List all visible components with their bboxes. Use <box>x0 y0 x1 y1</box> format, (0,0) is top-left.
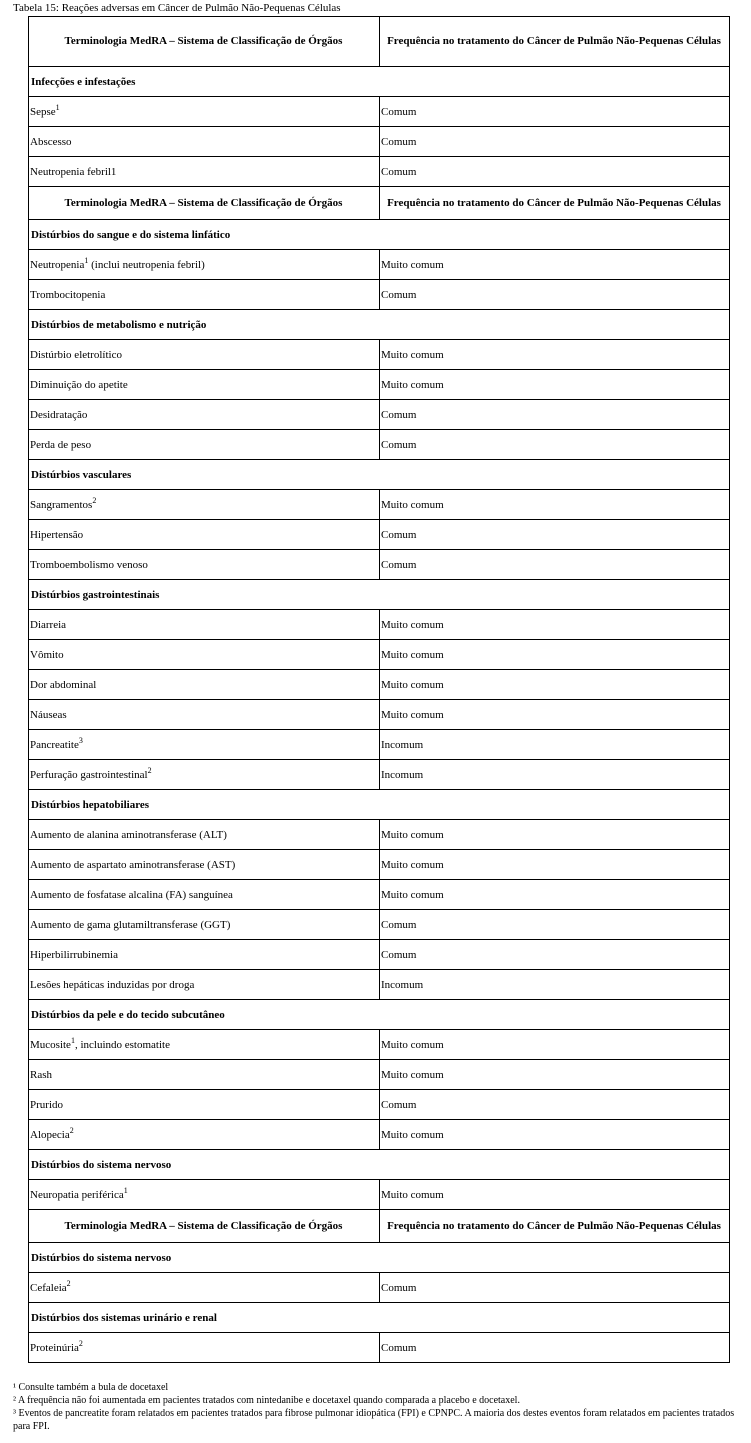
table-row <box>29 280 730 310</box>
frequency-cell: Comum <box>380 1090 730 1120</box>
table-row <box>29 670 730 700</box>
term-text: Cefaleia <box>30 1281 67 1294</box>
section-label: Distúrbios vasculares <box>29 460 730 490</box>
adverse-reactions-table <box>28 16 730 1363</box>
frequency-cell: Muito comum <box>380 1030 730 1060</box>
footnote-ref: 2 <box>147 765 152 775</box>
frequency-cell: Comum <box>380 1333 730 1363</box>
term-text: Distúrbio eletrolítico <box>30 348 122 361</box>
section-label: Distúrbios do sistema nervoso <box>29 1243 730 1273</box>
frequency-cell: Muito comum <box>380 1180 730 1210</box>
table-row <box>29 1333 730 1363</box>
frequency-cell: Comum <box>380 280 730 310</box>
footnote-3: ³ Eventos de pancreatite foram relatados em pacientes tratados para fibrose pulmonar idiopática (FPI) e CPNPC. A maioria dos destes eventos foram relatados em pacientes tratados para FPI. <box>13 1408 735 1432</box>
term-cell <box>29 400 380 430</box>
frequency-cell: Muito comum <box>380 1060 730 1090</box>
term-text: Perda de peso <box>30 438 92 451</box>
term-text: Proteinúria <box>30 1341 79 1354</box>
frequency-cell: Muito comum <box>380 370 730 400</box>
footnote-2: ² A frequência não foi aumentada em pacientes tratados com nintedanibe e docetaxel quando comparada a placebo e docetaxel. <box>13 1395 520 1406</box>
table-row <box>29 490 730 520</box>
table-row <box>29 700 730 730</box>
footnote-ref: 1 <box>123 1185 128 1195</box>
term-cell <box>29 1030 380 1060</box>
section-row <box>29 1303 730 1333</box>
table-header-row <box>29 17 730 67</box>
term-cell <box>29 340 380 370</box>
term-text: Dor abdominal <box>30 678 97 691</box>
frequency-cell: Muito comum <box>380 490 730 520</box>
term-text: Desidratação <box>30 408 88 421</box>
table-row <box>29 880 730 910</box>
frequency-cell: Muito comum <box>380 640 730 670</box>
header-cell-terminology: Terminologia MedRA – Sistema de Classificação de Órgãos <box>29 17 380 67</box>
term-text: Prurido <box>30 1098 63 1111</box>
footnote-ref: 2 <box>92 495 97 505</box>
footnote-1: ¹ Consulte também a bula de docetaxel <box>13 1382 169 1393</box>
term-cell <box>29 970 380 1000</box>
section-label: Infecções e infestações <box>29 67 730 97</box>
term-cell <box>29 700 380 730</box>
term-cell <box>29 370 380 400</box>
frequency-cell: Comum <box>380 1273 730 1303</box>
frequency-cell: Muito comum <box>380 670 730 700</box>
table-header-row <box>29 187 730 220</box>
frequency-cell: Muito comum <box>380 700 730 730</box>
table-row <box>29 550 730 580</box>
table-row <box>29 610 730 640</box>
table-row <box>29 370 730 400</box>
section-row <box>29 1000 730 1030</box>
footnote-ref: 1 <box>55 102 60 112</box>
table-row <box>29 97 730 127</box>
term-cell <box>29 1090 380 1120</box>
section-row <box>29 67 730 97</box>
term-text: Vômito <box>30 648 64 661</box>
footnote-ref: 1 <box>84 255 89 265</box>
frequency-cell: Muito comum <box>380 880 730 910</box>
section-label: Distúrbios da pele e do tecido subcutâneo <box>29 1000 730 1030</box>
term-text: Alopecia <box>30 1128 70 1141</box>
frequency-cell: Comum <box>380 550 730 580</box>
section-row <box>29 460 730 490</box>
term-text: Aumento de aspartato aminotransferase (AST) <box>30 858 236 871</box>
frequency-cell: Incomum <box>380 760 730 790</box>
term-cell <box>29 880 380 910</box>
table-row <box>29 1273 730 1303</box>
footnote-ref: 2 <box>66 1278 71 1288</box>
term-cell <box>29 610 380 640</box>
section-label: Distúrbios do sistema nervoso <box>29 1150 730 1180</box>
term-cell <box>29 1060 380 1090</box>
table-row <box>29 157 730 187</box>
table-row <box>29 970 730 1000</box>
frequency-cell: Comum <box>380 157 730 187</box>
section-row <box>29 580 730 610</box>
frequency-cell: Incomum <box>380 730 730 760</box>
frequency-cell: Muito comum <box>380 610 730 640</box>
term-cell <box>29 820 380 850</box>
term-cell <box>29 280 380 310</box>
section-label: Distúrbios hepatobiliares <box>29 790 730 820</box>
term-text: Neuropatia periférica <box>30 1188 124 1201</box>
table-row <box>29 1060 730 1090</box>
term-text: Neutropenia <box>30 258 85 271</box>
term-cell <box>29 1333 380 1363</box>
table-row <box>29 820 730 850</box>
table-caption: Tabela 15: Reações adversas em Câncer de Pulmão Não-Pequenas Células <box>13 2 341 14</box>
term-text: Neutropenia febril1 <box>30 165 117 178</box>
table-row <box>29 1030 730 1060</box>
header-cell-terminology: Terminologia MedRA – Sistema de Classificação de Órgãos <box>29 1210 380 1243</box>
section-row <box>29 310 730 340</box>
table-row <box>29 520 730 550</box>
table-row <box>29 640 730 670</box>
term-cell <box>29 1120 380 1150</box>
term-cell <box>29 550 380 580</box>
table-row <box>29 430 730 460</box>
term-cell <box>29 490 380 520</box>
frequency-cell: Comum <box>380 400 730 430</box>
term-cell <box>29 97 380 127</box>
section-row <box>29 790 730 820</box>
term-text: Perfuração gastrointestinal <box>30 768 148 781</box>
footnotes <box>13 1381 743 1433</box>
term-cell <box>29 850 380 880</box>
table-row <box>29 850 730 880</box>
term-cell <box>29 730 380 760</box>
section-row <box>29 220 730 250</box>
section-label: Distúrbios gastrointestinais <box>29 580 730 610</box>
frequency-cell: Comum <box>380 910 730 940</box>
term-cell <box>29 157 380 187</box>
term-text: Aumento de alanina aminotransferase (ALT) <box>30 828 227 841</box>
term-cell <box>29 250 380 280</box>
frequency-cell: Muito comum <box>380 820 730 850</box>
term-text: Náuseas <box>30 708 67 721</box>
header-cell-terminology: Terminologia MedRA – Sistema de Classificação de Órgãos <box>29 187 380 220</box>
header-cell-frequency: Frequência no tratamento do Câncer de Pulmão Não-Pequenas Células <box>380 1210 730 1243</box>
table-header-row <box>29 1210 730 1243</box>
table-row <box>29 760 730 790</box>
table-row <box>29 1090 730 1120</box>
term-text: Sepse <box>30 105 56 118</box>
footnote-ref: 2 <box>78 1338 83 1348</box>
section-row <box>29 1150 730 1180</box>
section-label: Distúrbios dos sistemas urinário e renal <box>29 1303 730 1333</box>
frequency-cell: Muito comum <box>380 340 730 370</box>
header-cell-frequency: Frequência no tratamento do Câncer de Pulmão Não-Pequenas Células <box>380 187 730 220</box>
term-cell <box>29 940 380 970</box>
frequency-cell: Comum <box>380 97 730 127</box>
term-text-suffix: (inclui neutropenia febril) <box>88 258 205 271</box>
footnote-ref: 3 <box>78 735 83 745</box>
table-row <box>29 1120 730 1150</box>
term-cell <box>29 520 380 550</box>
frequency-cell: Muito comum <box>380 1120 730 1150</box>
term-cell <box>29 127 380 157</box>
section-label: Distúrbios do sangue e do sistema linfático <box>29 220 730 250</box>
frequency-cell: Comum <box>380 940 730 970</box>
term-cell <box>29 1180 380 1210</box>
term-text: Diminuição do apetite <box>30 378 128 391</box>
term-text: Trombocitopenia <box>30 288 106 301</box>
footnote-ref: 1 <box>70 1035 75 1045</box>
table-row <box>29 1180 730 1210</box>
term-text: Pancreatite <box>30 738 79 751</box>
term-text: Tromboembolismo venoso <box>30 558 148 571</box>
term-cell <box>29 670 380 700</box>
frequency-cell: Muito comum <box>380 250 730 280</box>
term-text: Lesões hepáticas induzidas por droga <box>30 978 195 991</box>
term-text: Hipertensão <box>30 528 84 541</box>
term-text: Sangramentos <box>30 498 93 511</box>
frequency-cell: Comum <box>380 430 730 460</box>
frequency-cell: Incomum <box>380 970 730 1000</box>
table-row <box>29 730 730 760</box>
term-cell <box>29 640 380 670</box>
term-text: Mucosite <box>30 1038 71 1051</box>
frequency-cell: Comum <box>380 127 730 157</box>
term-cell <box>29 910 380 940</box>
term-cell <box>29 430 380 460</box>
table-row <box>29 250 730 280</box>
frequency-cell: Comum <box>380 520 730 550</box>
section-row <box>29 1243 730 1273</box>
term-cell <box>29 760 380 790</box>
term-text: Hiperbilirrubinemia <box>30 948 118 961</box>
table-row <box>29 940 730 970</box>
term-text-suffix: , incluindo estomatite <box>74 1038 170 1051</box>
frequency-cell: Muito comum <box>380 850 730 880</box>
term-text: Diarreia <box>30 618 67 631</box>
term-cell <box>29 1273 380 1303</box>
footnote-ref: 2 <box>69 1125 74 1135</box>
header-cell-frequency: Frequência no tratamento do Câncer de Pulmão Não-Pequenas Células <box>380 17 730 67</box>
table-row <box>29 400 730 430</box>
term-text: Abscesso <box>30 135 72 148</box>
table-row <box>29 910 730 940</box>
term-text: Aumento de fosfatase alcalina (FA) sanguínea <box>30 888 233 901</box>
term-text: Aumento de gama glutamiltransferase (GGT) <box>30 918 231 931</box>
term-text: Rash <box>30 1068 52 1081</box>
section-label: Distúrbios de metabolismo e nutrição <box>29 310 730 340</box>
table-row <box>29 340 730 370</box>
table-row <box>29 127 730 157</box>
